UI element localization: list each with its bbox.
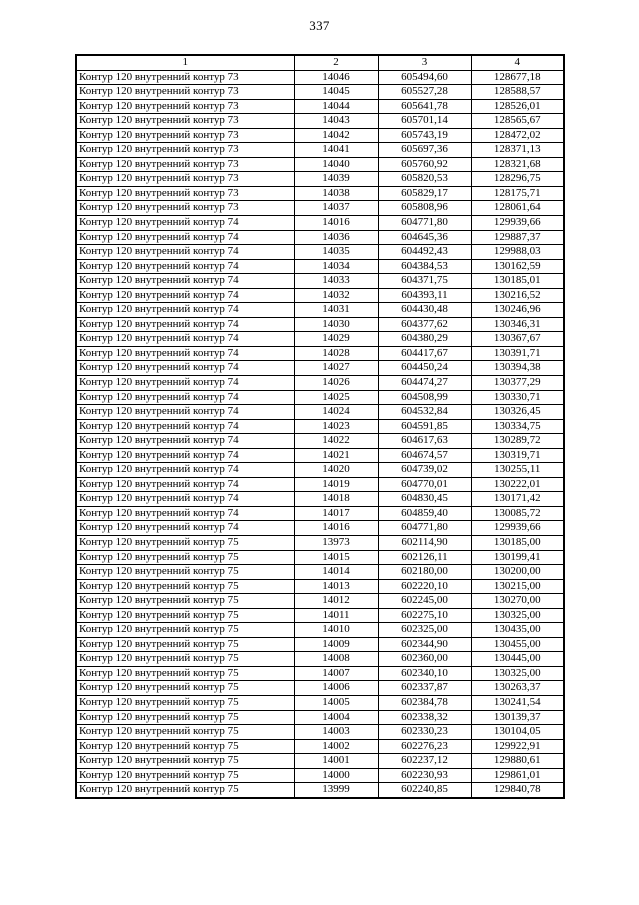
x-coordinate-cell: 605820,53 bbox=[378, 172, 471, 187]
x-coordinate-cell: 602338,32 bbox=[378, 710, 471, 725]
x-coordinate-cell: 604377,62 bbox=[378, 317, 471, 332]
table-row bbox=[76, 506, 564, 521]
x-coordinate-cell: 602240,85 bbox=[378, 783, 471, 798]
x-coordinate-cell: 605641,78 bbox=[378, 99, 471, 114]
table-row bbox=[76, 346, 564, 361]
y-coordinate-cell: 128321,68 bbox=[471, 157, 564, 172]
y-coordinate-cell: 130216,52 bbox=[471, 288, 564, 303]
table-row bbox=[76, 434, 564, 449]
table-row bbox=[76, 85, 564, 100]
x-coordinate-cell: 604380,29 bbox=[378, 332, 471, 347]
point-number-cell: 14011 bbox=[294, 608, 378, 623]
point-number-cell: 14046 bbox=[294, 70, 378, 85]
contour-name-cell: Контур 120 внутренний контур 73 bbox=[76, 99, 294, 114]
y-coordinate-cell: 130319,71 bbox=[471, 448, 564, 463]
point-number-cell: 14018 bbox=[294, 492, 378, 507]
point-number-cell: 14029 bbox=[294, 332, 378, 347]
x-coordinate-cell: 602275,10 bbox=[378, 608, 471, 623]
y-coordinate-cell: 130185,00 bbox=[471, 536, 564, 551]
y-coordinate-cell: 130325,00 bbox=[471, 608, 564, 623]
page-number: 337 bbox=[309, 18, 330, 33]
table-row bbox=[76, 565, 564, 580]
column-header-3: 3 bbox=[378, 55, 471, 70]
point-number-cell: 14032 bbox=[294, 288, 378, 303]
contour-name-cell: Контур 120 внутренний контур 73 bbox=[76, 201, 294, 216]
contour-name-cell: Контур 120 внутренний контур 74 bbox=[76, 317, 294, 332]
point-number-cell: 14030 bbox=[294, 317, 378, 332]
point-number-cell: 14040 bbox=[294, 157, 378, 172]
x-coordinate-cell: 605701,14 bbox=[378, 114, 471, 129]
x-coordinate-cell: 605829,17 bbox=[378, 186, 471, 201]
point-number-cell: 14000 bbox=[294, 768, 378, 783]
table-row bbox=[76, 375, 564, 390]
x-coordinate-cell: 604450,24 bbox=[378, 361, 471, 376]
contour-name-cell: Контур 120 внутренний контур 74 bbox=[76, 434, 294, 449]
y-coordinate-cell: 129861,01 bbox=[471, 768, 564, 783]
y-coordinate-cell: 128296,75 bbox=[471, 172, 564, 187]
table-row bbox=[76, 739, 564, 754]
x-coordinate-cell: 604771,80 bbox=[378, 215, 471, 230]
contour-name-cell: Контур 120 внутренний контур 74 bbox=[76, 274, 294, 289]
contour-name-cell: Контур 120 внутренний контур 74 bbox=[76, 361, 294, 376]
contour-name-cell: Контур 120 внутренний контур 73 bbox=[76, 70, 294, 85]
contour-name-cell: Контур 120 внутренний контур 74 bbox=[76, 375, 294, 390]
point-number-cell: 14045 bbox=[294, 85, 378, 100]
table-row bbox=[76, 317, 564, 332]
y-coordinate-cell: 130326,45 bbox=[471, 405, 564, 420]
x-coordinate-cell: 604617,63 bbox=[378, 434, 471, 449]
coordinates-table bbox=[75, 54, 565, 799]
x-coordinate-cell: 605697,36 bbox=[378, 143, 471, 158]
x-coordinate-cell: 604508,99 bbox=[378, 390, 471, 405]
x-coordinate-cell: 602384,78 bbox=[378, 696, 471, 711]
y-coordinate-cell: 130162,59 bbox=[471, 259, 564, 274]
contour-name-cell: Контур 120 внутренний контур 75 bbox=[76, 536, 294, 551]
table-row bbox=[76, 405, 564, 420]
x-coordinate-cell: 604430,48 bbox=[378, 303, 471, 318]
y-coordinate-cell: 128472,02 bbox=[471, 128, 564, 143]
y-coordinate-cell: 128061,64 bbox=[471, 201, 564, 216]
x-coordinate-cell: 605808,96 bbox=[378, 201, 471, 216]
x-coordinate-cell: 605494,60 bbox=[378, 70, 471, 85]
table-row bbox=[76, 274, 564, 289]
point-number-cell: 14009 bbox=[294, 637, 378, 652]
x-coordinate-cell: 605743,19 bbox=[378, 128, 471, 143]
y-coordinate-cell: 130334,75 bbox=[471, 419, 564, 434]
point-number-cell: 14004 bbox=[294, 710, 378, 725]
contour-name-cell: Контур 120 внутренний контур 75 bbox=[76, 681, 294, 696]
point-number-cell: 14035 bbox=[294, 245, 378, 260]
x-coordinate-cell: 604417,67 bbox=[378, 346, 471, 361]
point-number-cell: 14028 bbox=[294, 346, 378, 361]
table-row bbox=[76, 215, 564, 230]
y-coordinate-cell: 130270,00 bbox=[471, 594, 564, 609]
x-coordinate-cell: 604532,84 bbox=[378, 405, 471, 420]
contour-name-cell: Контур 120 внутренний контур 75 bbox=[76, 739, 294, 754]
y-coordinate-cell: 128175,71 bbox=[471, 186, 564, 201]
y-coordinate-cell: 129939,66 bbox=[471, 215, 564, 230]
x-coordinate-cell: 602344,90 bbox=[378, 637, 471, 652]
point-number-cell: 14001 bbox=[294, 754, 378, 769]
point-number-cell: 14036 bbox=[294, 230, 378, 245]
x-coordinate-cell: 602330,23 bbox=[378, 725, 471, 740]
table-row bbox=[76, 303, 564, 318]
point-number-cell: 14033 bbox=[294, 274, 378, 289]
contour-name-cell: Контур 120 внутренний контур 73 bbox=[76, 157, 294, 172]
x-coordinate-cell: 602245,00 bbox=[378, 594, 471, 609]
point-number-cell: 14006 bbox=[294, 681, 378, 696]
table-row bbox=[76, 143, 564, 158]
table-row bbox=[76, 172, 564, 187]
point-number-cell: 14012 bbox=[294, 594, 378, 609]
y-coordinate-cell: 130455,00 bbox=[471, 637, 564, 652]
point-number-cell: 14039 bbox=[294, 172, 378, 187]
point-number-cell: 14026 bbox=[294, 375, 378, 390]
table-row bbox=[76, 390, 564, 405]
y-coordinate-cell: 130377,29 bbox=[471, 375, 564, 390]
contour-name-cell: Контур 120 внутренний контур 74 bbox=[76, 346, 294, 361]
table-row bbox=[76, 681, 564, 696]
point-number-cell: 14008 bbox=[294, 652, 378, 667]
x-coordinate-cell: 604770,01 bbox=[378, 477, 471, 492]
contour-name-cell: Контур 120 внутренний контур 74 bbox=[76, 506, 294, 521]
y-coordinate-cell: 129880,61 bbox=[471, 754, 564, 769]
x-coordinate-cell: 604474,27 bbox=[378, 375, 471, 390]
y-coordinate-cell: 130222,01 bbox=[471, 477, 564, 492]
x-coordinate-cell: 602180,00 bbox=[378, 565, 471, 580]
table-row bbox=[76, 463, 564, 478]
point-number-cell: 14041 bbox=[294, 143, 378, 158]
contour-name-cell: Контур 120 внутренний контур 75 bbox=[76, 783, 294, 798]
table-row bbox=[76, 492, 564, 507]
point-number-cell: 14038 bbox=[294, 186, 378, 201]
table-row bbox=[76, 186, 564, 201]
x-coordinate-cell: 602340,10 bbox=[378, 666, 471, 681]
point-number-cell: 14023 bbox=[294, 419, 378, 434]
y-coordinate-cell: 130246,96 bbox=[471, 303, 564, 318]
point-number-cell: 14017 bbox=[294, 506, 378, 521]
y-coordinate-cell: 130139,37 bbox=[471, 710, 564, 725]
table-body bbox=[76, 70, 564, 798]
y-coordinate-cell: 128565,67 bbox=[471, 114, 564, 129]
table-row bbox=[76, 725, 564, 740]
y-coordinate-cell: 128371,13 bbox=[471, 143, 564, 158]
contour-name-cell: Контур 120 внутренний контур 75 bbox=[76, 652, 294, 667]
y-coordinate-cell: 130200,00 bbox=[471, 565, 564, 580]
contour-name-cell: Контур 120 внутренний контур 75 bbox=[76, 579, 294, 594]
contour-name-cell: Контур 120 внутренний контур 73 bbox=[76, 128, 294, 143]
x-coordinate-cell: 602237,12 bbox=[378, 754, 471, 769]
point-number-cell: 14016 bbox=[294, 215, 378, 230]
point-number-cell: 14016 bbox=[294, 521, 378, 536]
contour-name-cell: Контур 120 внутренний контур 74 bbox=[76, 230, 294, 245]
x-coordinate-cell: 602220,10 bbox=[378, 579, 471, 594]
table-row bbox=[76, 652, 564, 667]
y-coordinate-cell: 128526,01 bbox=[471, 99, 564, 114]
point-number-cell: 14010 bbox=[294, 623, 378, 638]
table-row bbox=[76, 637, 564, 652]
point-number-cell: 14005 bbox=[294, 696, 378, 711]
table-row bbox=[76, 361, 564, 376]
y-coordinate-cell: 130255,11 bbox=[471, 463, 564, 478]
table-row bbox=[76, 536, 564, 551]
y-coordinate-cell: 130391,71 bbox=[471, 346, 564, 361]
contour-name-cell: Контур 120 внутренний контур 73 bbox=[76, 172, 294, 187]
point-number-cell: 14015 bbox=[294, 550, 378, 565]
y-coordinate-cell: 130215,00 bbox=[471, 579, 564, 594]
x-coordinate-cell: 604492,43 bbox=[378, 245, 471, 260]
x-coordinate-cell: 605760,92 bbox=[378, 157, 471, 172]
y-coordinate-cell: 130445,00 bbox=[471, 652, 564, 667]
point-number-cell: 14021 bbox=[294, 448, 378, 463]
column-header-2: 2 bbox=[294, 55, 378, 70]
table-row bbox=[76, 783, 564, 798]
point-number-cell: 14002 bbox=[294, 739, 378, 754]
point-number-cell: 14027 bbox=[294, 361, 378, 376]
point-number-cell: 14007 bbox=[294, 666, 378, 681]
table-header bbox=[76, 55, 564, 70]
y-coordinate-cell: 130325,00 bbox=[471, 666, 564, 681]
contour-name-cell: Контур 120 внутренний контур 74 bbox=[76, 332, 294, 347]
contour-name-cell: Контур 120 внутренний контур 74 bbox=[76, 288, 294, 303]
x-coordinate-cell: 604830,45 bbox=[378, 492, 471, 507]
contour-name-cell: Контур 120 внутренний контур 74 bbox=[76, 245, 294, 260]
table-row bbox=[76, 448, 564, 463]
point-number-cell: 14013 bbox=[294, 579, 378, 594]
point-number-cell: 14031 bbox=[294, 303, 378, 318]
point-number-cell: 14020 bbox=[294, 463, 378, 478]
contour-name-cell: Контур 120 внутренний контур 74 bbox=[76, 405, 294, 420]
y-coordinate-cell: 130171,42 bbox=[471, 492, 564, 507]
contour-name-cell: Контур 120 внутренний контур 75 bbox=[76, 725, 294, 740]
x-coordinate-cell: 602230,93 bbox=[378, 768, 471, 783]
contour-name-cell: Контур 120 внутренний контур 74 bbox=[76, 390, 294, 405]
table-row bbox=[76, 477, 564, 492]
header-row bbox=[76, 55, 564, 70]
x-coordinate-cell: 602337,87 bbox=[378, 681, 471, 696]
contour-name-cell: Контур 120 внутренний контур 74 bbox=[76, 521, 294, 536]
y-coordinate-cell: 130241,54 bbox=[471, 696, 564, 711]
column-header-1: 1 bbox=[76, 55, 294, 70]
table-row bbox=[76, 623, 564, 638]
y-coordinate-cell: 129988,03 bbox=[471, 245, 564, 260]
table-row bbox=[76, 288, 564, 303]
y-coordinate-cell: 130263,37 bbox=[471, 681, 564, 696]
x-coordinate-cell: 602325,00 bbox=[378, 623, 471, 638]
table-row bbox=[76, 157, 564, 172]
point-number-cell: 14022 bbox=[294, 434, 378, 449]
point-number-cell: 14044 bbox=[294, 99, 378, 114]
point-number-cell: 14024 bbox=[294, 405, 378, 420]
contour-name-cell: Контур 120 внутренний контур 75 bbox=[76, 550, 294, 565]
table-row bbox=[76, 696, 564, 711]
x-coordinate-cell: 602276,23 bbox=[378, 739, 471, 754]
column-header-4: 4 bbox=[471, 55, 564, 70]
x-coordinate-cell: 604384,53 bbox=[378, 259, 471, 274]
table-row bbox=[76, 419, 564, 434]
table-row bbox=[76, 245, 564, 260]
contour-name-cell: Контур 120 внутренний контур 73 bbox=[76, 143, 294, 158]
y-coordinate-cell: 130330,71 bbox=[471, 390, 564, 405]
contour-name-cell: Контур 120 внутренний контур 75 bbox=[76, 768, 294, 783]
y-coordinate-cell: 130435,00 bbox=[471, 623, 564, 638]
x-coordinate-cell: 602126,11 bbox=[378, 550, 471, 565]
y-coordinate-cell: 130346,31 bbox=[471, 317, 564, 332]
x-coordinate-cell: 602360,00 bbox=[378, 652, 471, 667]
x-coordinate-cell: 604645,36 bbox=[378, 230, 471, 245]
x-coordinate-cell: 604859,40 bbox=[378, 506, 471, 521]
x-coordinate-cell: 605527,28 bbox=[378, 85, 471, 100]
table-row bbox=[76, 521, 564, 536]
x-coordinate-cell: 604674,57 bbox=[378, 448, 471, 463]
contour-name-cell: Контур 120 внутренний контур 74 bbox=[76, 492, 294, 507]
y-coordinate-cell: 130394,38 bbox=[471, 361, 564, 376]
x-coordinate-cell: 604393,11 bbox=[378, 288, 471, 303]
y-coordinate-cell: 130199,41 bbox=[471, 550, 564, 565]
contour-name-cell: Контур 120 внутренний контур 74 bbox=[76, 477, 294, 492]
contour-name-cell: Контур 120 внутренний контур 75 bbox=[76, 623, 294, 638]
contour-name-cell: Контур 120 внутренний контур 74 bbox=[76, 215, 294, 230]
y-coordinate-cell: 130085,72 bbox=[471, 506, 564, 521]
x-coordinate-cell: 604371,75 bbox=[378, 274, 471, 289]
point-number-cell: 14042 bbox=[294, 128, 378, 143]
table-row bbox=[76, 70, 564, 85]
x-coordinate-cell: 604591,85 bbox=[378, 419, 471, 434]
contour-name-cell: Контур 120 внутренний контур 75 bbox=[76, 696, 294, 711]
point-number-cell: 13999 bbox=[294, 783, 378, 798]
contour-name-cell: Контур 120 внутренний контур 73 bbox=[76, 85, 294, 100]
contour-name-cell: Контур 120 внутренний контур 74 bbox=[76, 448, 294, 463]
contour-name-cell: Контур 120 внутренний контур 74 bbox=[76, 259, 294, 274]
y-coordinate-cell: 129840,78 bbox=[471, 783, 564, 798]
table-row bbox=[76, 608, 564, 623]
point-number-cell: 13973 bbox=[294, 536, 378, 551]
x-coordinate-cell: 604739,02 bbox=[378, 463, 471, 478]
y-coordinate-cell: 128588,57 bbox=[471, 85, 564, 100]
table-row bbox=[76, 768, 564, 783]
y-coordinate-cell: 129939,66 bbox=[471, 521, 564, 536]
point-number-cell: 14034 bbox=[294, 259, 378, 274]
y-coordinate-cell: 130185,01 bbox=[471, 274, 564, 289]
contour-name-cell: Контур 120 внутренний контур 75 bbox=[76, 608, 294, 623]
y-coordinate-cell: 130104,05 bbox=[471, 725, 564, 740]
contour-name-cell: Контур 120 внутренний контур 75 bbox=[76, 565, 294, 580]
table-row bbox=[76, 201, 564, 216]
contour-name-cell: Контур 120 внутренний контур 75 bbox=[76, 637, 294, 652]
contour-name-cell: Контур 120 внутренний контур 73 bbox=[76, 186, 294, 201]
table-row bbox=[76, 666, 564, 681]
x-coordinate-cell: 602114,90 bbox=[378, 536, 471, 551]
y-coordinate-cell: 130289,72 bbox=[471, 434, 564, 449]
point-number-cell: 14003 bbox=[294, 725, 378, 740]
point-number-cell: 14019 bbox=[294, 477, 378, 492]
point-number-cell: 14014 bbox=[294, 565, 378, 580]
table-row bbox=[76, 230, 564, 245]
point-number-cell: 14025 bbox=[294, 390, 378, 405]
contour-name-cell: Контур 120 внутренний контур 74 bbox=[76, 303, 294, 318]
y-coordinate-cell: 128677,18 bbox=[471, 70, 564, 85]
table-row bbox=[76, 710, 564, 725]
contour-name-cell: Контур 120 внутренний контур 75 bbox=[76, 594, 294, 609]
contour-name-cell: Контур 120 внутренний контур 73 bbox=[76, 114, 294, 129]
table-row bbox=[76, 579, 564, 594]
table-row bbox=[76, 128, 564, 143]
y-coordinate-cell: 130367,67 bbox=[471, 332, 564, 347]
y-coordinate-cell: 129887,37 bbox=[471, 230, 564, 245]
contour-name-cell: Контур 120 внутренний контур 74 bbox=[76, 463, 294, 478]
contour-name-cell: Контур 120 внутренний контур 75 bbox=[76, 666, 294, 681]
point-number-cell: 14037 bbox=[294, 201, 378, 216]
contour-name-cell: Контур 120 внутренний контур 75 bbox=[76, 754, 294, 769]
point-number-cell: 14043 bbox=[294, 114, 378, 129]
table-row bbox=[76, 754, 564, 769]
table-row bbox=[76, 259, 564, 274]
y-coordinate-cell: 129922,91 bbox=[471, 739, 564, 754]
table-row bbox=[76, 99, 564, 114]
contour-name-cell: Контур 120 внутренний контур 75 bbox=[76, 710, 294, 725]
contour-name-cell: Контур 120 внутренний контур 74 bbox=[76, 419, 294, 434]
x-coordinate-cell: 604771,80 bbox=[378, 521, 471, 536]
table-row bbox=[76, 332, 564, 347]
table-row bbox=[76, 594, 564, 609]
table-row bbox=[76, 550, 564, 565]
table-row bbox=[76, 114, 564, 129]
